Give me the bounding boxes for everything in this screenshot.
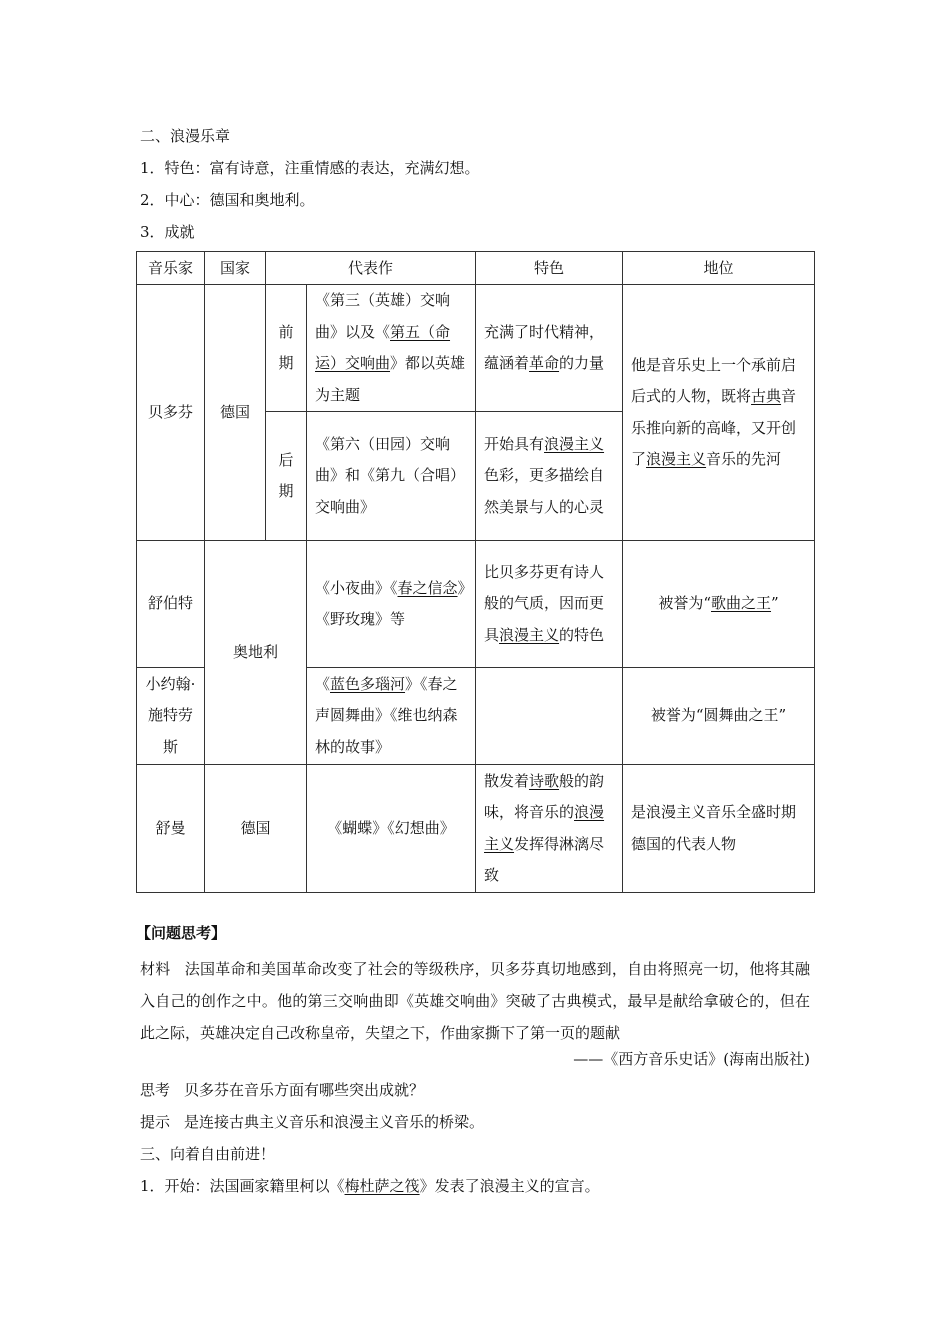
schubert-works-underlined: 春之信念 [397,578,458,597]
late-feature-a: 开始具有 [484,434,545,453]
schumann-works: 《蝴蝶》《幻想曲》 [307,765,476,893]
beethoven-late-label: 后期 [266,412,307,541]
early-feature-a: 充满了时代精神，蕴涵着 [484,322,605,372]
early-works-b: 》都以英雄为主题 [315,354,466,404]
material-paragraph [140,953,810,1049]
material-label: 材料 [140,960,171,978]
status-underlined-2: 浪漫主义 [646,450,707,468]
austria-country: 奥地利 [205,541,307,765]
schubert-status [623,541,815,668]
early-feature-b: 的力量 [559,354,605,372]
status-a: 他是音乐史上一个承前启后式的人物，既将 [631,355,797,405]
header-works: 代表作 [266,252,476,285]
beethoven-late-feature [476,412,623,541]
table-row [137,285,815,412]
hint-text: 是连接古典主义音乐和浪漫主义音乐的桥梁。 [184,1113,485,1131]
strauss-works-underlined: 蓝色多瑙河 [330,674,406,693]
item2-text: 德国和奥地利。 [209,191,315,209]
schubert-feature [476,541,623,668]
late-feature-b: 色彩，更多描绘自然美景与人的心灵 [484,466,605,516]
strauss-feature [476,668,623,765]
beethoven-late-works: 《第六（田园）交响曲》和《第九（合唱）交响曲》 [307,412,476,541]
section3-item1 [140,1176,600,1196]
think-text: 贝多芬在音乐方面有哪些突出成就？ [184,1081,425,1099]
think-line [140,1080,424,1100]
schubert-name: 舒伯特 [137,541,205,668]
section2-item2 [140,190,315,210]
schubert-status-underlined: 歌曲之王 [711,594,772,613]
section3-item1-underlined: 梅杜萨之筏 [344,1177,420,1195]
status-b: 音乐推向新的高峰，又开创了 [631,387,797,468]
section2-heading: 二、浪漫乐章 [140,127,231,145]
hint-line [140,1112,484,1132]
question-heading: 【问题思考】 [136,924,227,942]
item2-prefix: 2．中心： [140,191,210,209]
strauss-status: 被誉为“圆舞曲之王” [623,668,815,765]
early-works-underlined: 第五（命运）交响曲 [315,322,451,372]
early-works-a: 《第三（英雄）交响曲》以及《 [315,291,451,341]
item1-prefix: 1．特色： [140,159,210,177]
section2-item3: 3．成就 [140,223,195,241]
strauss-works-b: 》《春之声圆舞曲》《维也纳森林的故事》 [315,674,458,756]
beethoven-status [623,285,815,541]
strauss-name: 小约翰·施特劳斯 [137,668,205,765]
early-feature-underlined: 革命 [529,354,560,372]
hint-label: 提示 [140,1113,171,1131]
beethoven-early-label: 前期 [266,285,307,412]
schumann-feature-underlined-2: 浪漫主义 [484,803,605,853]
beethoven-early-feature [476,285,623,412]
beethoven-country: 德国 [205,285,266,541]
think-label: 思考 [140,1081,171,1099]
schumann-status: 是浪漫主义音乐全盛时期德国的代表人物 [623,765,815,893]
late-feature-underlined: 浪漫主义 [544,434,605,453]
schumann-feature-b: 般的韵味，将音乐的 [484,771,605,821]
beethoven-early-works [307,285,476,412]
schubert-works-a: 《小夜曲》《 [315,578,398,597]
material-source: ——《西方音乐史话》(海南出版社) [573,1050,810,1068]
strauss-works [307,668,476,765]
schumann-country: 德国 [205,765,307,893]
status-c: 音乐的先河 [706,450,782,468]
header-feature: 特色 [476,252,623,285]
item1-text: 富有诗意，注重情感的表达，充满幻想。 [209,159,480,177]
schubert-feature-b: 的特色 [559,625,605,644]
strauss-works-a: 《 [315,674,331,693]
schubert-status-b: ” [771,594,779,613]
section3-heading: 三、向着自由前进！ [140,1145,276,1163]
section3-item1-suffix: 》发表了浪漫主义的宣言。 [419,1177,600,1195]
status-underlined-1: 古典 [751,387,782,405]
beethoven-name: 贝多芬 [137,285,205,541]
schubert-works-b: 》《野玫瑰》等 [315,578,466,628]
schumann-name: 舒曼 [137,765,205,893]
table-header-row [137,252,815,285]
section2-item1 [140,158,480,178]
material-text: 法国革命和美国革命改变了社会的等级秩序，贝多芬真切地感到，自由将照亮一切，他将其融入自己的创作之中。他的第三交响曲即《英雄交响曲》突破了古典模式，最早是献给拿破仑的，但在此之际，英雄决定自己改称皇帝，失望之下，作曲家撕下了第一页的题献 [140,960,810,1042]
schumann-feature-underlined: 诗歌 [529,771,560,790]
schubert-feature-underlined: 浪漫主义 [499,625,560,644]
achievement-table [136,251,815,893]
schubert-status-a: 被誉为“ [658,594,711,613]
header-country: 国家 [205,252,266,285]
header-status: 地位 [623,252,815,285]
table-row [137,765,815,893]
schubert-works [307,541,476,668]
schumann-feature-c: 发挥得淋漓尽致 [484,834,605,884]
table-row [137,541,815,668]
schumann-feature [476,765,623,893]
schumann-feature-a: 散发着 [484,771,530,790]
schubert-feature-a: 比贝多芬更有诗人般的气质，因而更具 [484,562,605,644]
section3-item1-prefix: 1．开始：法国画家籍里柯以《 [140,1177,345,1195]
header-musician: 音乐家 [137,252,205,285]
